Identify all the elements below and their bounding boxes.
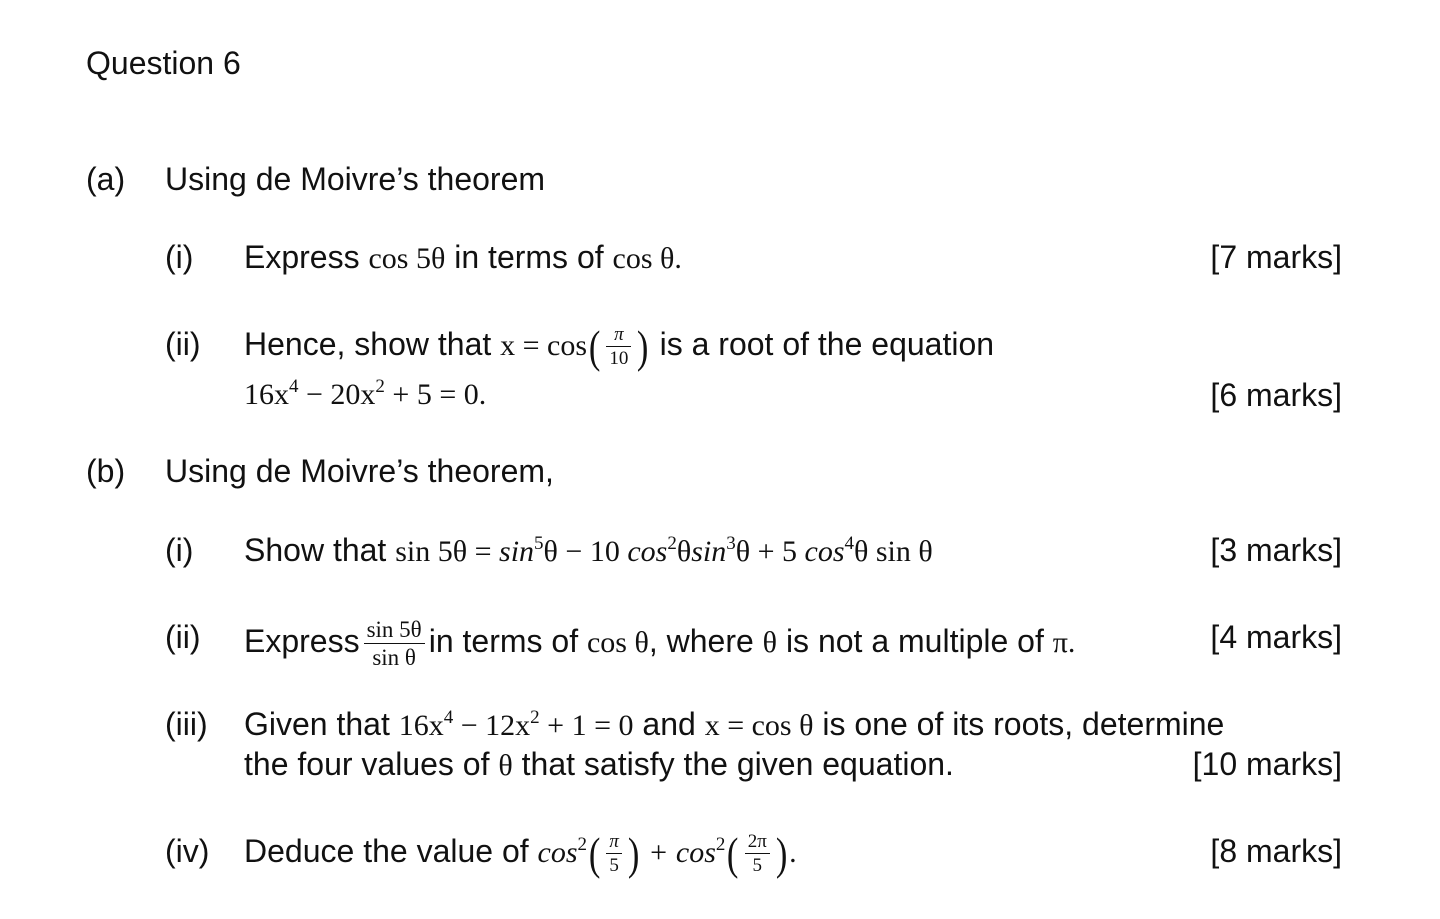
- part-b-i-marks: [3 marks]: [1210, 532, 1342, 568]
- fraction-pi-over-5: [606, 832, 622, 875]
- fraction-numerator: sin 5θ: [364, 618, 425, 644]
- fraction-denominator: 5: [752, 855, 763, 877]
- fraction-denominator: sin θ: [372, 645, 416, 670]
- math: x = cos θ: [704, 709, 814, 742]
- fraction-numerator: π: [606, 325, 631, 347]
- part-a-label: (a): [86, 161, 126, 197]
- part-a-i-marks: [7 marks]: [1210, 239, 1342, 275]
- part-a-ii-marks: [6 marks]: [1210, 377, 1342, 413]
- math: 16x: [244, 378, 289, 411]
- text: Show that: [244, 532, 387, 568]
- math: + 5 = 0.: [384, 378, 487, 411]
- part-a-ii-equation: [244, 376, 486, 414]
- math: .: [789, 836, 797, 869]
- text: , where: [648, 622, 754, 659]
- exponent: 4: [289, 376, 299, 397]
- exponent: 2: [577, 834, 588, 855]
- exponent: 4: [844, 533, 855, 554]
- part-a-ii-statement: [244, 320, 995, 372]
- fraction-pi-over-10: [606, 325, 631, 368]
- text: and: [642, 706, 696, 742]
- fraction-2pi-over-5: [745, 832, 770, 875]
- math: cos θ: [612, 242, 675, 275]
- part-b-iii-statement-line2: [244, 745, 954, 785]
- math: θ − 10: [543, 535, 628, 568]
- math: +: [650, 836, 668, 869]
- exponent: 4: [443, 707, 454, 728]
- exponent: 2: [667, 533, 677, 554]
- math: cos: [804, 535, 845, 568]
- math: − 20x: [298, 378, 376, 411]
- math: θ: [498, 749, 513, 782]
- part-b-ii-statement: [244, 618, 1075, 669]
- part-b-ii-marks: [4 marks]: [1210, 619, 1342, 655]
- part-b-label: (b): [86, 453, 126, 489]
- text: Given that: [244, 706, 390, 742]
- right-paren: ): [775, 827, 788, 879]
- math: θ + 5: [735, 535, 805, 568]
- text: the four values of: [244, 746, 490, 782]
- text: Express: [244, 622, 360, 659]
- part-b-iv-label: (iv): [165, 833, 210, 869]
- math: θ: [676, 535, 692, 568]
- part-b-i-label: (i): [165, 532, 194, 568]
- left-paren: (: [588, 827, 601, 879]
- math: π.: [1052, 625, 1076, 659]
- math: sin: [691, 535, 727, 568]
- text: Express: [244, 239, 360, 275]
- text: that satisfy the given equation.: [521, 746, 954, 782]
- fraction-denominator: 10: [609, 348, 629, 370]
- part-a-i-label: (i): [165, 239, 194, 275]
- text: in terms of: [454, 239, 604, 275]
- math: cos: [537, 836, 578, 869]
- fraction-numerator: 2π: [745, 832, 770, 854]
- text: is one of its roots, determine: [822, 706, 1225, 742]
- part-a-ii-label: (ii): [165, 326, 201, 362]
- math: θ: [762, 625, 778, 659]
- part-b-ii-label: (ii): [165, 619, 201, 655]
- fraction-denominator: 5: [609, 855, 619, 877]
- math: sin 5θ =: [395, 535, 500, 568]
- part-b-iii-marks: [10 marks]: [1192, 746, 1342, 782]
- part-a-heading: Using de Moivre’s theorem: [165, 161, 546, 197]
- question-title: Question 6: [86, 45, 241, 81]
- math: cos θ: [586, 625, 649, 659]
- math: cos 5θ: [368, 242, 446, 275]
- left-paren: (: [588, 320, 601, 372]
- right-paren: ): [627, 827, 640, 879]
- math: cos: [627, 535, 668, 568]
- left-paren: (: [727, 827, 739, 879]
- math: − 12x: [453, 709, 531, 742]
- math: θ sin θ: [854, 535, 933, 568]
- exponent: 3: [726, 533, 736, 554]
- text: Deduce the value of: [244, 833, 529, 869]
- math: cos: [675, 836, 716, 869]
- part-b-heading: Using de Moivre’s theorem,: [165, 453, 554, 489]
- text: in terms of: [428, 622, 579, 659]
- text: is not a multiple of: [785, 622, 1044, 659]
- part-a-i-statement: [244, 238, 682, 278]
- math: sin: [499, 535, 535, 568]
- text: is a root of the equation: [659, 326, 995, 362]
- text: Hence, show that: [244, 326, 492, 362]
- part-b-iv-statement: [244, 827, 797, 879]
- exponent: 2: [715, 834, 726, 855]
- right-paren: ): [637, 320, 649, 372]
- exponent: 2: [530, 707, 540, 728]
- part-b-iii-statement: [244, 705, 1224, 745]
- math: x = cos: [500, 329, 588, 362]
- part-b-iii-label: (iii): [165, 706, 208, 742]
- math: + 1 = 0: [539, 709, 634, 742]
- math: 16x: [398, 709, 444, 742]
- exponent: 2: [375, 376, 385, 397]
- part-b-iv-marks: [8 marks]: [1210, 833, 1342, 869]
- exponent: 5: [534, 533, 544, 554]
- part-b-i-statement: [244, 531, 933, 571]
- fraction-numerator: π: [606, 832, 622, 854]
- fraction-sin5theta-over-sintheta: [364, 618, 425, 669]
- math: .: [674, 242, 682, 275]
